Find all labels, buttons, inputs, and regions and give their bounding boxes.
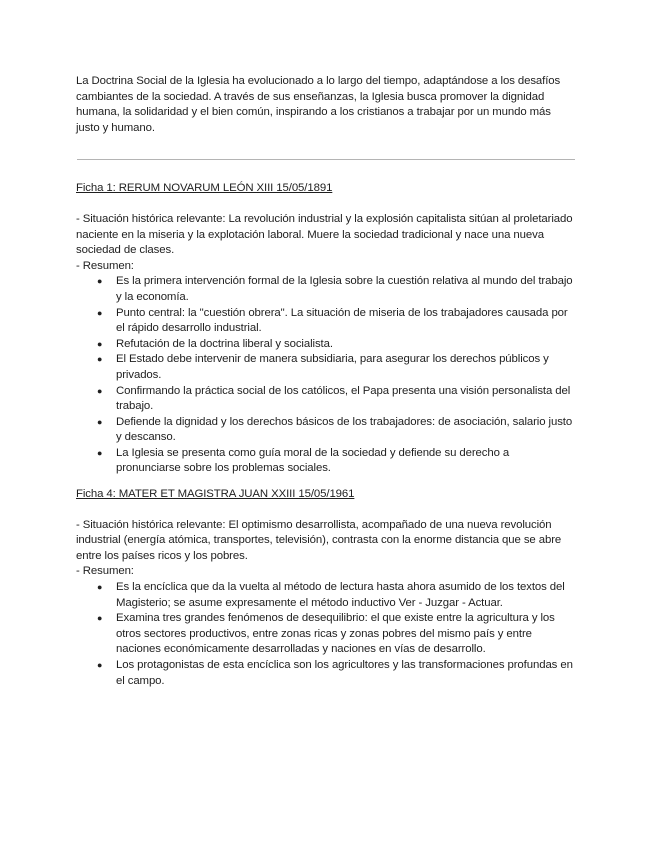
list-item	[97, 415, 576, 446]
resumen-label: - Resumen:	[76, 259, 134, 272]
list-item-text: Punto central: la "cuestión obrera". La situación de miseria de los trabajadores causada por el rápido desarrollo industrial.	[116, 306, 568, 335]
situacion-historica: - Situación histórica relevante: El optimismo desarrollista, acompañado de una nueva revolución industrial (energía atómica, transportes, televisión), contrasta con la enorme distancia que se abre entre los países ricos y los pobres.	[76, 518, 562, 562]
list-item	[97, 658, 576, 689]
situacion-historica: - Situación histórica relevante: La revolución industrial y la explosión capitalista sitúan al proletariado naciente en la miseria y la explotación laboral. Muere la sociedad tradicional y nace una nueva sociedad de clases.	[76, 212, 573, 257]
bullet-icon: ●	[97, 660, 103, 670]
list-item	[97, 580, 576, 611]
list-item	[97, 306, 576, 337]
list-item-text: Confirmando la práctica social de los católicos, el Papa presenta una visión personalista del trabajo.	[116, 384, 571, 413]
ficha-title: Ficha 1: RERUM NOVARUM LEÓN XIII 15/05/1891	[76, 182, 333, 195]
list-item	[97, 274, 576, 305]
list-item-text: Los protagonistas de esta encíclica son los agricultores y las transformaciones profundas en el campo.	[116, 659, 573, 687]
list-item-text: Examina tres grandes fenómenos de desequilibrio: el que existe entre la agricultura y los otros sectores productivos, entre zonas ricas y zonas pobres del mismo país y entre naciones económicamente desarrolladas y naciones en vías de desarrollo.	[116, 612, 555, 656]
bullet-icon: ●	[97, 338, 103, 349]
list-item	[97, 337, 576, 353]
list-item-text: Es la primera intervención formal de la Iglesia sobre la cuestión relativa al mundo del trabajo y la economía.	[116, 275, 573, 303]
bullet-icon: ●	[97, 276, 103, 287]
list-item	[97, 352, 576, 383]
ficha-section	[76, 487, 576, 689]
resumen-list	[76, 580, 576, 689]
bullet-icon: ●	[97, 416, 103, 427]
horizontal-divider	[77, 159, 575, 160]
list-item-text: El Estado debe intervenir de manera subsidiaria, para asegurar los derechos públicos y privados.	[116, 353, 549, 381]
list-item	[97, 611, 576, 658]
bullet-icon: ●	[97, 447, 103, 458]
bullet-icon: ●	[97, 385, 103, 396]
list-item	[97, 446, 576, 477]
list-item-text: Es la encíclica que da la vuelta al método de lectura hasta ahora asumido de los textos del Magisterio; se asume expresamente el método inductivo Ver - Juzgar - Actuar.	[116, 581, 565, 609]
list-item-text: La Iglesia se presenta como guía moral de la sociedad y defiende su derecho a pronunciarse sobre los problemas sociales.	[116, 446, 510, 475]
intro-paragraph: La Doctrina Social de la Iglesia ha evolucionado a lo largo del tiempo, adaptándose a los desafíos cambiantes de la sociedad. A través de sus enseñanzas, la Iglesia busca promover la dignidad humana, la solidaridad y el bien común, inspirando a los cristianos a trabajar por un mundo más justo y humano.	[76, 75, 561, 134]
ficha-section	[76, 181, 576, 477]
bullet-icon: ●	[97, 307, 103, 318]
resumen-list	[76, 274, 576, 477]
bullet-icon: ●	[97, 613, 103, 624]
list-item	[97, 384, 576, 415]
list-item-text: Refutación de la doctrina liberal y socialista.	[116, 337, 333, 350]
list-item-text: Defiende la dignidad y los derechos básicos de los trabajadores: de asociación, salario justo y descanso.	[116, 415, 573, 444]
document-page	[76, 74, 576, 689]
ficha-title: Ficha 4: MATER ET MAGISTRA JUAN XXIII 15/05/1961	[76, 488, 355, 501]
bullet-icon: ●	[97, 354, 103, 365]
bullet-icon: ●	[97, 582, 103, 593]
resumen-label: - Resumen:	[76, 565, 134, 578]
